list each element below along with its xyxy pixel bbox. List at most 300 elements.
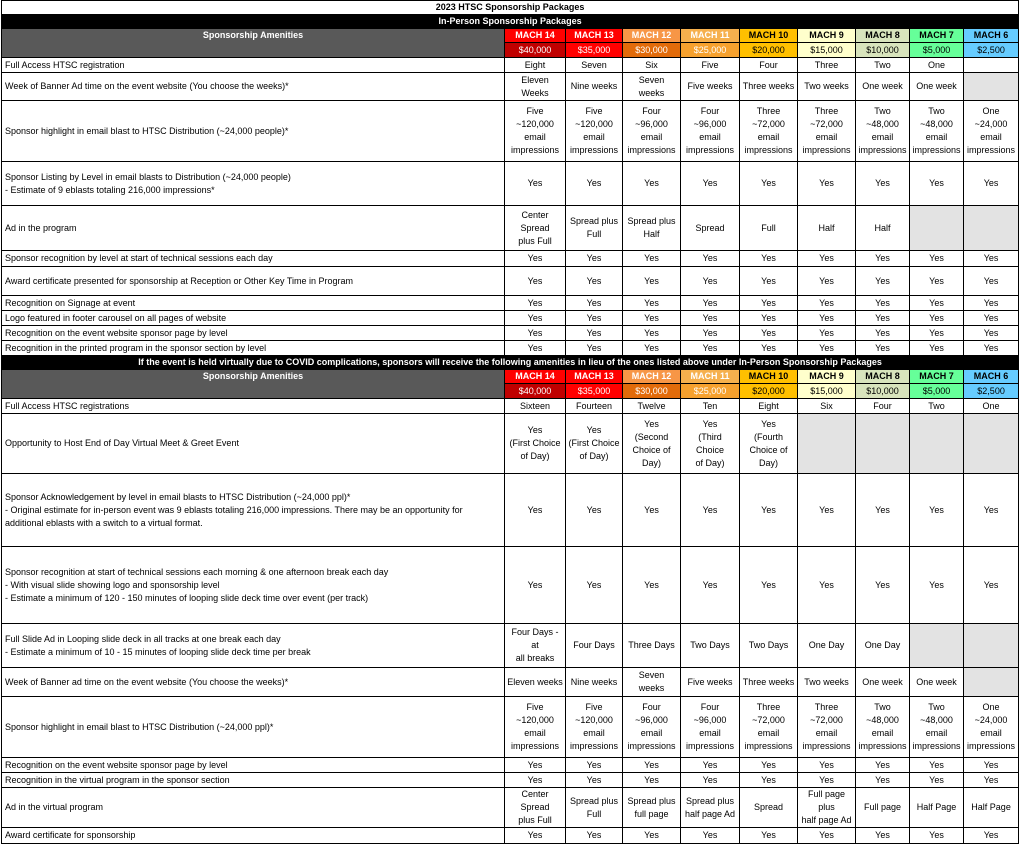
virtual-cell xyxy=(856,828,910,844)
virtual-amenity xyxy=(2,773,505,788)
cell-text: Fourteen xyxy=(575,400,613,411)
in-person-cell xyxy=(681,296,740,311)
cell-text: Yes xyxy=(929,327,944,338)
cell-text: Yes xyxy=(929,342,944,353)
cell-text: Yes xyxy=(875,579,890,590)
virtual-cell xyxy=(623,668,681,697)
cell-text: Yes xyxy=(983,342,999,353)
cell-text: Yes xyxy=(983,178,999,188)
virtual-row xyxy=(2,414,1019,474)
cell-text: Yes xyxy=(702,774,718,785)
virtual-cell xyxy=(964,624,1019,668)
in-person-cell xyxy=(505,326,566,341)
cell-text: Yes xyxy=(644,312,659,323)
cell-text: Yes xyxy=(644,830,659,840)
virtual-cell xyxy=(566,828,623,844)
cell-text: Eight xyxy=(758,400,779,411)
in-person-cell xyxy=(740,341,798,356)
in-person-cell xyxy=(566,73,623,101)
in-person-cell xyxy=(681,162,740,206)
cell-text: Yes xyxy=(983,312,999,323)
amenity-text: Ad in the virtual program xyxy=(5,802,104,812)
in-person-cell xyxy=(681,206,740,251)
cell-text: One xyxy=(927,59,945,70)
in-person-cell xyxy=(856,251,910,267)
cell-text: Yes xyxy=(761,759,776,770)
in-person-cell xyxy=(505,162,566,206)
virtual-level-name: MACH 13 xyxy=(566,370,623,384)
in-person-cell xyxy=(964,101,1019,162)
virtual-cell xyxy=(566,773,623,788)
cell-text: Yes xyxy=(875,504,890,515)
virtual-cell xyxy=(623,399,681,414)
in-person-level-name: MACH 13 xyxy=(566,29,623,43)
in-person-cell xyxy=(623,73,681,101)
in-person-cell xyxy=(623,206,681,251)
virtual-cell xyxy=(910,788,964,828)
cell-text: Yes xyxy=(761,312,776,323)
cell-text: Yes xyxy=(586,342,602,353)
in-person-cell xyxy=(856,73,910,101)
in-person-row xyxy=(2,326,1019,341)
virtual-cell xyxy=(910,399,964,414)
in-person-cell xyxy=(740,311,798,326)
cell-text: One ~24,000 email impressions xyxy=(967,702,1016,751)
virtual-amenity xyxy=(2,547,505,624)
cell-text: Spread plus full page xyxy=(627,795,676,819)
virtual-row xyxy=(2,773,1019,788)
cell-text: Yes xyxy=(702,297,718,308)
virtual-cell xyxy=(856,773,910,788)
in-person-section-title: In-Person Sponsorship Packages xyxy=(2,15,1019,29)
virtual-cell xyxy=(910,547,964,624)
in-person-cell xyxy=(505,101,566,162)
virtual-cell xyxy=(964,668,1019,697)
in-person-row xyxy=(2,251,1019,267)
in-person-cell xyxy=(566,206,623,251)
in-person-cell xyxy=(566,101,623,162)
cell-text: Five ~120,000 email impressions xyxy=(510,106,559,155)
cell-text: Four xyxy=(873,400,892,411)
in-person-amenity xyxy=(2,311,505,326)
virtual-cell xyxy=(964,414,1019,474)
in-person-cell xyxy=(856,162,910,206)
cell-text: Center Spread plus Full xyxy=(518,789,552,825)
virtual-cell xyxy=(681,414,740,474)
in-person-level-price: $5,000 xyxy=(910,43,964,58)
in-person-cell xyxy=(910,73,964,101)
in-person-amenity xyxy=(2,58,505,73)
cell-text: Three weeks xyxy=(742,676,795,687)
in-person-cell xyxy=(798,267,856,296)
cell-text: Yes xyxy=(586,275,602,286)
cell-text: One Day xyxy=(864,640,901,650)
cell-text: Center Spread plus Full xyxy=(518,209,552,246)
cell-text: Yes xyxy=(761,327,776,338)
cell-text: Yes xyxy=(644,178,659,188)
cell-text: Yes xyxy=(586,327,602,338)
virtual-cell xyxy=(964,474,1019,547)
cell-text: Yes xyxy=(702,579,718,590)
virtual-cell xyxy=(856,668,910,697)
in-person-level-name: MACH 9 xyxy=(798,29,856,43)
virtual-cell xyxy=(623,697,681,758)
cell-text: Yes xyxy=(819,297,834,308)
in-person-cell xyxy=(910,341,964,356)
in-person-cell xyxy=(798,311,856,326)
cell-text: One week xyxy=(916,676,957,687)
in-person-cell xyxy=(566,341,623,356)
cell-text: Two Days xyxy=(690,640,730,650)
cell-text: Seven xyxy=(581,59,607,70)
virtual-cell xyxy=(964,399,1019,414)
cell-text: Full page plus half page Ad xyxy=(801,789,852,825)
virtual-cell xyxy=(623,414,681,474)
cell-text: Three xyxy=(814,59,839,70)
virtual-amenity xyxy=(2,474,505,547)
cell-text: Yes xyxy=(527,759,543,770)
virtual-level-name: MACH 10 xyxy=(740,370,798,384)
cell-text: Half xyxy=(818,222,835,233)
cell-text: Yes xyxy=(644,327,659,338)
virtual-cell xyxy=(964,788,1019,828)
virtual-cell xyxy=(681,697,740,758)
in-person-amenity xyxy=(2,251,505,267)
in-person-cell xyxy=(681,58,740,73)
virtual-cell xyxy=(623,547,681,624)
in-person-cell xyxy=(798,251,856,267)
in-person-cell xyxy=(623,326,681,341)
virtual-cell xyxy=(505,474,566,547)
in-person-cell xyxy=(856,58,910,73)
in-person-cell xyxy=(798,296,856,311)
virtual-cell xyxy=(798,474,856,547)
page-title: 2023 HTSC Sponsorship Packages xyxy=(2,1,1019,15)
cell-text: Spread plus Full xyxy=(569,795,619,819)
cell-text: Yes xyxy=(929,312,944,323)
in-person-cell xyxy=(798,206,856,251)
amenity-text: Recognition on the event website sponsor page by level xyxy=(5,759,228,770)
virtual-cell xyxy=(505,788,566,828)
virtual-row xyxy=(2,474,1019,547)
cell-text: Yes xyxy=(644,253,659,263)
amenity-text: Opportunity to Host End of Day Virtual Meet & Greet Event xyxy=(5,438,239,448)
virtual-cell xyxy=(505,547,566,624)
virtual-row xyxy=(2,828,1019,844)
in-person-cell xyxy=(566,58,623,73)
cell-text: Full page xyxy=(863,802,902,812)
in-person-level-name: MACH 11 xyxy=(681,29,740,43)
cell-text: Yes xyxy=(761,275,776,286)
virtual-cell xyxy=(910,758,964,773)
virtual-cell xyxy=(964,758,1019,773)
virtual-row xyxy=(2,547,1019,624)
virtual-row xyxy=(2,624,1019,668)
cell-text: Yes xyxy=(644,297,659,308)
cell-text: Three ~72,000 email impressions xyxy=(744,702,793,751)
virtual-cell xyxy=(681,474,740,547)
virtual-cell xyxy=(681,758,740,773)
virtual-level-price: $2,500 xyxy=(964,384,1019,399)
in-person-cell xyxy=(964,311,1019,326)
cell-text: Yes (First Choice of Day) xyxy=(568,425,620,461)
virtual-cell xyxy=(505,773,566,788)
cell-text: Three Days xyxy=(628,640,675,650)
in-person-cell xyxy=(798,341,856,356)
virtual-level-price: $20,000 xyxy=(740,384,798,399)
in-person-cell xyxy=(964,73,1019,101)
in-person-cell xyxy=(856,206,910,251)
in-person-cell xyxy=(740,58,798,73)
cell-text: Yes xyxy=(929,297,944,308)
cell-text: Five xyxy=(701,59,719,70)
in-person-cell xyxy=(681,101,740,162)
in-person-cell xyxy=(623,58,681,73)
in-person-amenity xyxy=(2,326,505,341)
in-person-cell xyxy=(856,296,910,311)
cell-text: Yes xyxy=(819,774,834,785)
virtual-cell xyxy=(856,414,910,474)
virtual-cell xyxy=(566,668,623,697)
in-person-cell xyxy=(623,296,681,311)
cell-text: Yes xyxy=(761,830,776,840)
virtual-cell xyxy=(566,624,623,668)
virtual-level-price: $30,000 xyxy=(623,384,681,399)
cell-text: One week xyxy=(916,81,957,91)
amenity-text: Ad in the program xyxy=(5,222,77,233)
cell-text: Yes xyxy=(875,297,890,308)
virtual-cell xyxy=(964,697,1019,758)
virtual-level-name: MACH 9 xyxy=(798,370,856,384)
cell-text: Yes xyxy=(819,178,834,188)
virtual-cell xyxy=(740,828,798,844)
virtual-cell xyxy=(505,414,566,474)
in-person-cell xyxy=(681,311,740,326)
cell-text: Yes xyxy=(702,312,718,323)
in-person-cell xyxy=(856,267,910,296)
virtual-cell xyxy=(681,399,740,414)
cell-text: Yes xyxy=(929,759,944,770)
in-person-cell xyxy=(623,267,681,296)
cell-text: Two ~48,000 email impressions xyxy=(858,702,907,751)
virtual-cell xyxy=(964,828,1019,844)
cell-text: Nine weeks xyxy=(570,676,618,687)
in-person-cell xyxy=(964,251,1019,267)
in-person-cell xyxy=(623,341,681,356)
in-person-amenity xyxy=(2,267,505,296)
cell-text: Two ~48,000 email impressions xyxy=(912,106,961,155)
in-person-amenity xyxy=(2,341,505,356)
cell-text: Yes (Third Choice of Day) xyxy=(695,418,725,468)
in-person-cell xyxy=(505,296,566,311)
cell-text: Yes xyxy=(527,275,543,286)
cell-text: Yes xyxy=(527,579,543,590)
cell-text: Yes xyxy=(983,830,999,840)
in-person-cell xyxy=(964,341,1019,356)
cell-text: Yes xyxy=(586,297,602,308)
cell-text: Yes xyxy=(983,579,999,590)
virtual-cell xyxy=(681,624,740,668)
cell-text: Yes xyxy=(586,312,602,323)
cell-text: Yes xyxy=(527,253,543,263)
in-person-cell xyxy=(856,341,910,356)
in-person-cell xyxy=(681,251,740,267)
virtual-cell xyxy=(566,474,623,547)
cell-text: One ~24,000 email impressions xyxy=(967,106,1016,155)
cell-text: Yes xyxy=(586,253,602,263)
virtual-cell xyxy=(566,758,623,773)
in-person-level-name: MACH 7 xyxy=(910,29,964,43)
amenity-text: Recognition on the event website sponsor page by level xyxy=(5,327,228,338)
amenity-text: Award certificate for sponsorship xyxy=(5,830,136,840)
virtual-cell xyxy=(623,828,681,844)
cell-text: Two weeks xyxy=(804,81,849,91)
in-person-cell xyxy=(681,267,740,296)
cell-text: Yes xyxy=(586,178,602,188)
amenity-text: Full Slide Ad in Looping slide deck in all tracks at one break each day - Estimate a minimum of 10 - 15 minutes of looping slide deck time per break xyxy=(5,633,311,657)
cell-text: Yes xyxy=(875,342,890,353)
in-person-amenity xyxy=(2,101,505,162)
in-person-cell xyxy=(856,326,910,341)
cell-text: Two weeks xyxy=(804,676,849,687)
in-person-cell xyxy=(505,251,566,267)
virtual-cell xyxy=(798,828,856,844)
in-person-cell xyxy=(856,311,910,326)
cell-text: Yes (Second Choice of Day) xyxy=(632,418,671,468)
cell-text: Yes xyxy=(983,253,999,263)
virtual-level-name: MACH 8 xyxy=(856,370,910,384)
virtual-cell xyxy=(740,788,798,828)
in-person-cell xyxy=(566,267,623,296)
cell-text: Yes xyxy=(761,297,776,308)
in-person-row xyxy=(2,311,1019,326)
virtual-level-price: $5,000 xyxy=(910,384,964,399)
in-person-cell xyxy=(740,267,798,296)
cell-text: Eleven weeks xyxy=(507,676,563,687)
virtual-cell xyxy=(740,474,798,547)
virtual-row xyxy=(2,668,1019,697)
cell-text: Three ~72,000 email impressions xyxy=(744,106,793,155)
cell-text: Yes xyxy=(644,342,659,353)
in-person-level-price: $15,000 xyxy=(798,43,856,58)
virtual-amenities-header: Sponsorship Amenities xyxy=(2,370,505,399)
virtual-cell xyxy=(740,758,798,773)
in-person-level-name: MACH 10 xyxy=(740,29,798,43)
in-person-cell xyxy=(566,162,623,206)
in-person-cell xyxy=(798,58,856,73)
cell-text: Seven weeks xyxy=(638,74,665,98)
cell-text: Yes xyxy=(702,342,718,353)
in-person-cell xyxy=(964,326,1019,341)
cell-text: Yes (First Choice of Day) xyxy=(509,425,561,461)
cell-text: Yes xyxy=(819,342,834,353)
virtual-level-price: $40,000 xyxy=(505,384,566,399)
in-person-cell xyxy=(740,73,798,101)
cell-text: Sixteen xyxy=(519,400,551,411)
cell-text: Yes xyxy=(702,275,718,286)
virtual-amenity xyxy=(2,414,505,474)
in-person-cell xyxy=(566,326,623,341)
cell-text: Four ~96,000 email impressions xyxy=(685,106,734,155)
amenity-text: Sponsor Listing by Level in email blasts to Distribution (~24,000 people) - Estimate of 9 eblasts totaling 216,000 impressions* xyxy=(5,171,291,195)
cell-text: Yes xyxy=(929,774,944,785)
cell-text: One week xyxy=(862,81,903,91)
virtual-cell xyxy=(740,547,798,624)
virtual-cell xyxy=(566,547,623,624)
amenity-text: Logo featured in footer carousel on all pages of website xyxy=(5,312,227,323)
virtual-row xyxy=(2,697,1019,758)
amenity-text: Full Access HTSC registrations xyxy=(5,400,130,411)
cell-text: Half xyxy=(874,222,891,233)
in-person-cell xyxy=(910,267,964,296)
in-person-cell xyxy=(623,251,681,267)
cell-text: Four ~96,000 email impressions xyxy=(627,702,676,751)
cell-text: Yes xyxy=(527,342,543,353)
virtual-amenity xyxy=(2,697,505,758)
virtual-cell xyxy=(910,697,964,758)
in-person-cell xyxy=(740,296,798,311)
virtual-cell xyxy=(798,547,856,624)
cell-text: Two xyxy=(874,59,891,70)
in-person-level-price: $10,000 xyxy=(856,43,910,58)
virtual-level-name: MACH 11 xyxy=(681,370,740,384)
in-person-row xyxy=(2,341,1019,356)
cell-text: Yes xyxy=(875,830,890,840)
sponsorship-table xyxy=(1,0,1019,844)
in-person-amenity xyxy=(2,73,505,101)
cell-text: One xyxy=(982,400,1000,411)
cell-text: Yes xyxy=(586,774,602,785)
cell-text: Yes xyxy=(527,327,543,338)
cell-text: Yes xyxy=(527,774,543,785)
cell-text: Yes xyxy=(875,774,890,785)
cell-text: Yes xyxy=(875,178,890,188)
cell-text: Full xyxy=(761,222,776,233)
virtual-amenity xyxy=(2,758,505,773)
cell-text: Half Page xyxy=(971,802,1011,812)
cell-text: Four Days xyxy=(573,640,615,650)
in-person-cell xyxy=(798,326,856,341)
cell-text: Yes xyxy=(761,774,776,785)
in-person-cell xyxy=(681,326,740,341)
virtual-amenity xyxy=(2,668,505,697)
in-person-row xyxy=(2,73,1019,101)
virtual-level-name: MACH 12 xyxy=(623,370,681,384)
in-person-cell xyxy=(910,162,964,206)
cell-text: Three ~72,000 email impressions xyxy=(802,106,851,155)
in-person-level-name: MACH 12 xyxy=(623,29,681,43)
virtual-cell xyxy=(505,758,566,773)
amenity-text: Recognition on Signage at event xyxy=(5,297,136,308)
in-person-amenity xyxy=(2,206,505,251)
in-person-level-name-row xyxy=(2,29,1019,43)
virtual-cell xyxy=(964,547,1019,624)
cell-text: Two Days xyxy=(748,640,789,650)
cell-text: Yes xyxy=(702,178,718,188)
cell-text: Two ~48,000 email impressions xyxy=(858,106,907,155)
virtual-cell xyxy=(740,697,798,758)
cell-text: Yes (Fourth Choice of Day) xyxy=(749,418,788,468)
in-person-amenities-header: Sponsorship Amenities xyxy=(2,29,505,58)
virtual-cell xyxy=(505,828,566,844)
in-person-cell xyxy=(505,267,566,296)
virtual-cell xyxy=(681,547,740,624)
cell-text: Six xyxy=(820,400,833,411)
cell-text: Yes xyxy=(586,759,602,770)
cell-text: Yes xyxy=(644,504,659,515)
virtual-cell xyxy=(910,773,964,788)
cell-text: Yes xyxy=(983,504,999,515)
